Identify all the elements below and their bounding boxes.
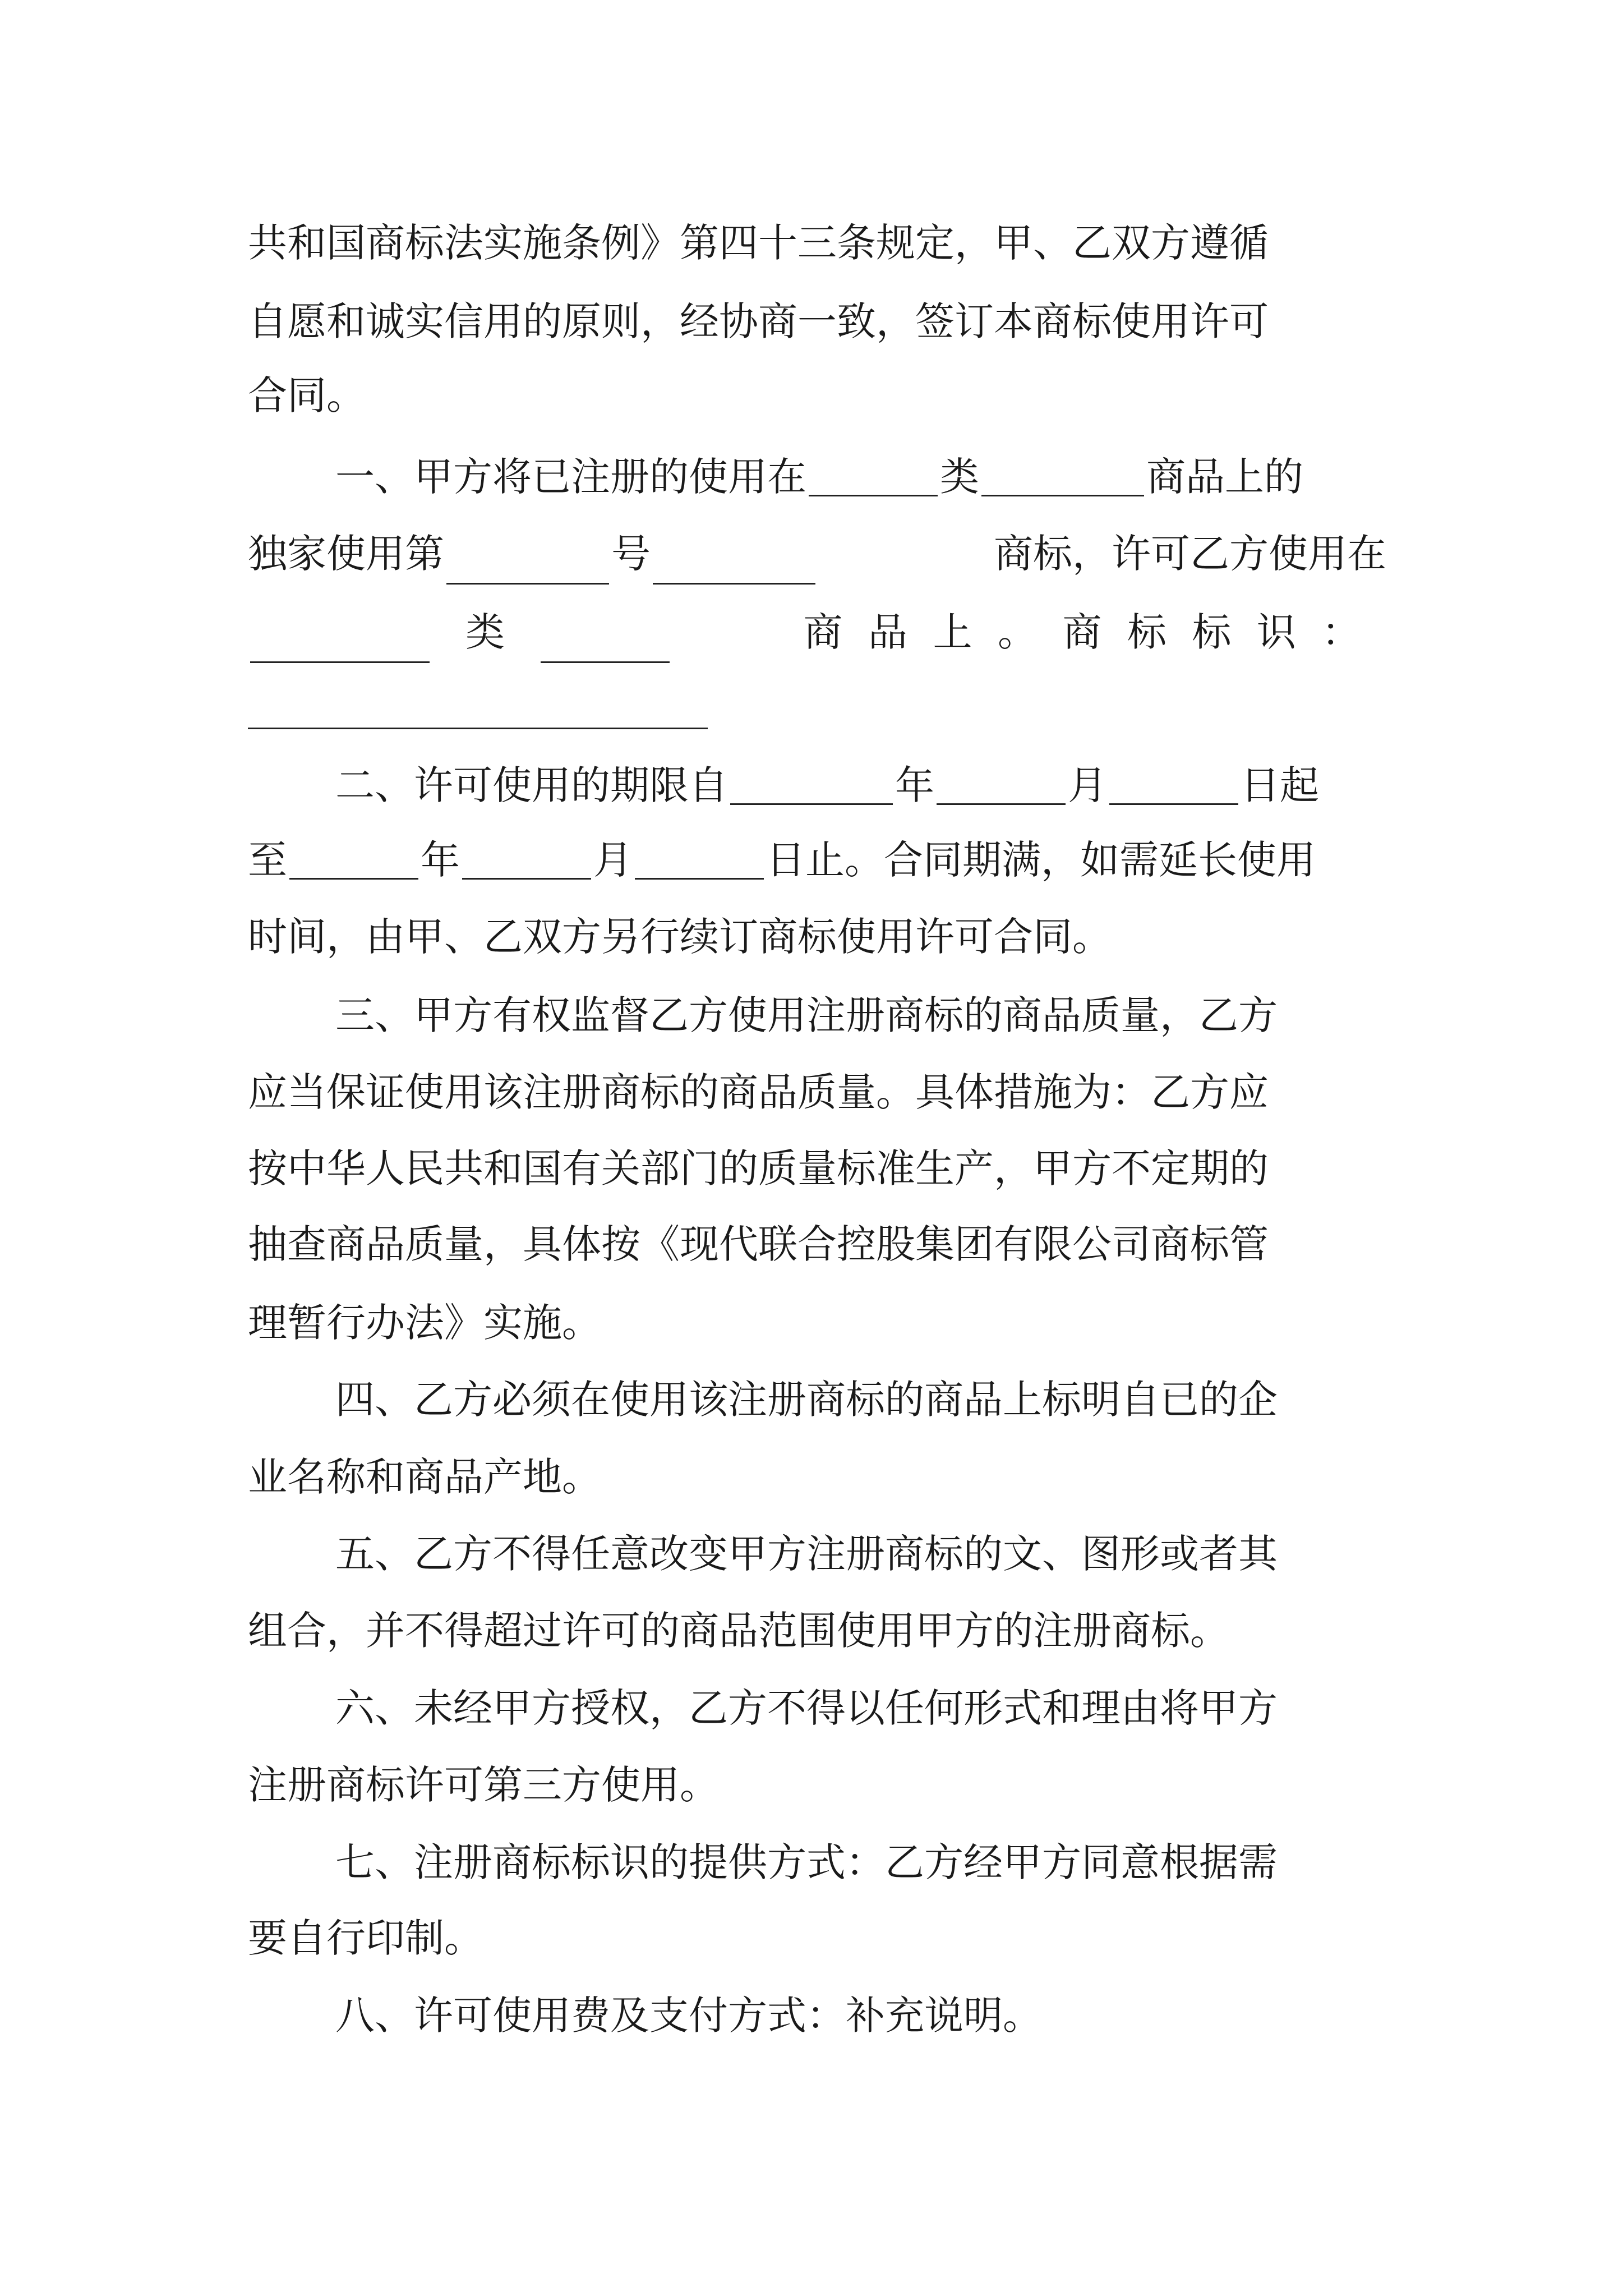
clause-2-line-2 [248,829,1386,891]
clause-5-line-1 [248,1523,1386,1585]
clause-2-line-1 [248,754,1386,816]
seg [248,523,818,585]
blank-goods-1[interactable] [981,457,1144,496]
blank-goods-2[interactable] [541,624,670,664]
text: 四、乙方必须在使用该注册商标的商品上标明自已的企 [335,1377,1278,1423]
clause-5-line-2 [248,1600,1386,1662]
text: 自愿和诚实信用的原则，经协商一致，签订本商标使用许可 [248,298,1269,344]
text: 六、未经甲方授权，乙方不得以任何形式和理由将甲方 [335,1685,1278,1731]
text: 共和国商标法实施条例》第四十三条规定，甲、乙双方遵循 [248,220,1269,266]
clause-6-line-2 [248,1754,1386,1816]
clause-3-line-2 [248,1061,1386,1123]
text: 号 [611,531,651,577]
clause-3-line-3 [248,1138,1386,1199]
text: 日起 [1241,762,1319,808]
clause-3-line-4 [248,1213,1386,1275]
text: 独家使用第 [248,531,444,577]
text: 理暂行办法》实施。 [248,1300,601,1346]
text: 类 [940,454,979,500]
clause-3-line-5 [248,1292,1386,1354]
clause-8-line-1 [248,1985,1386,2046]
text: 年 [895,762,934,808]
seg [248,601,672,663]
text: 类 [465,609,505,655]
text: 合同。 [248,372,366,418]
text: 七、注册商标标识的提供方式：乙方经甲方同意根据需 [335,1839,1278,1885]
text: 月 [1068,762,1107,808]
text: 商品上的 [1146,454,1303,500]
clause-1-line-3 [248,601,1386,663]
text: 八、许可使用费及支付方式：补充说明。 [335,1993,1042,2039]
intro-line-2 [248,291,1386,352]
blank-class-2[interactable] [250,624,430,664]
clause-1-line-4 [248,679,1386,740]
text: 月 [593,837,633,883]
text: 日止。合同期满，如需延长使用 [766,837,1316,883]
intro-line-1 [248,212,1386,274]
clause-1-line-2 [248,523,1386,585]
blank-end-month[interactable] [462,840,591,880]
blank-trademark-name[interactable] [653,546,815,585]
blank-end-year[interactable] [289,840,418,880]
text: 商标，许可乙方使用在 [994,531,1386,577]
clause-7-line-1 [248,1832,1386,1893]
blank-reg-number[interactable] [446,546,609,585]
text: 注册商标许可第三方使用。 [248,1762,719,1808]
text: 二、许可使用的期限自 [335,762,728,808]
text: 时间，由甲、乙双方另行续订商标使用许可合同。 [248,914,1112,960]
blank-class-1[interactable] [809,457,938,496]
blank-start-month[interactable] [937,766,1066,805]
text: 业名称和商品产地。 [248,1454,601,1500]
clause-4-line-1 [248,1369,1386,1430]
text: 三、甲方有权监督乙方使用注册商标的商品质量，乙方 [335,992,1278,1038]
blank-start-year[interactable] [730,766,893,805]
text: 一、甲方将已注册的使用在 [335,454,806,500]
blank-end-day[interactable] [635,840,764,880]
clause-2-line-3 [248,906,1386,968]
text: 至 [248,837,287,883]
text: 组合，并不得超过许可的商品范围使用甲方的注册商标。 [248,1608,1229,1654]
blank-trademark-mark[interactable] [248,690,708,729]
blank-start-day[interactable] [1109,766,1238,805]
clause-7-line-2 [248,1907,1386,1969]
clause-6-line-1 [248,1677,1386,1739]
text: 要自行印制。 [248,1915,483,1961]
text: 抽查商品质量，具体按《现代联合控股集团有限公司商标管 [248,1221,1269,1267]
clause-1-line-1 [248,446,1386,508]
text: 按中华人民共和国有关部门的质量标准生产，甲方不定期的 [248,1145,1269,1191]
clause-3-line-1 [248,984,1386,1046]
text: 五、乙方不得任意改变甲方注册商标的文、图形或者其 [335,1531,1278,1577]
clause-4-line-2 [248,1446,1386,1508]
text: 商品上。商标标识： [803,609,1386,655]
text: 年 [421,837,460,883]
intro-line-3 [248,365,1386,426]
text: 应当保证使用该注册商标的商品质量。具体措施为：乙方应 [248,1069,1269,1115]
